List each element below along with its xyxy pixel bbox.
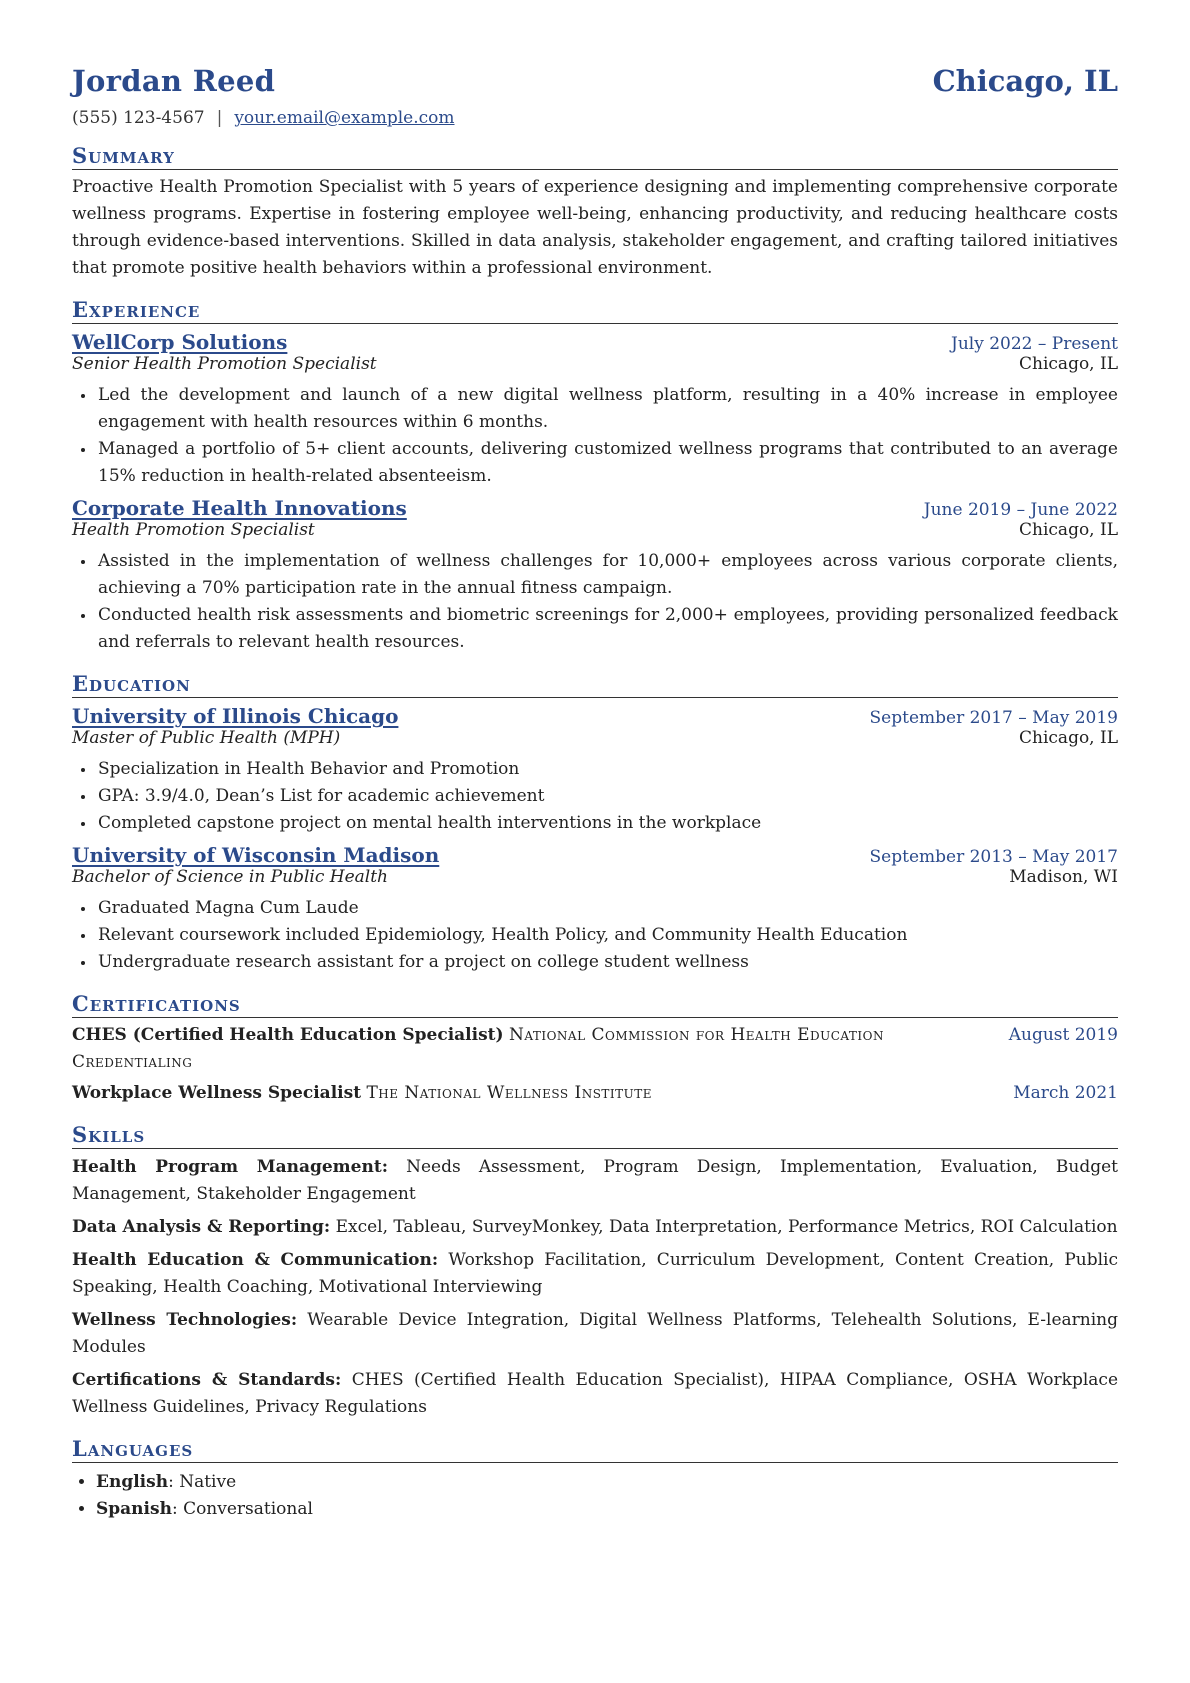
- language-name: Spanish: [96, 1499, 172, 1519]
- language-level: : Conversational: [171, 1499, 313, 1519]
- skill-group-label: Health Education & Communication:: [72, 1250, 439, 1270]
- certification-details: [72, 1080, 1013, 1107]
- experience-bullet: • Managed a portfolio of 5+ client accounts, delivering customized wellness programs that contributed to an average 15% reduction in health-related absenteeism.: [96, 436, 1118, 490]
- education-bullets: [72, 756, 1118, 837]
- resume-header: [72, 64, 1118, 100]
- skill-group-values: Excel, Tableau, SurveyMonkey, Data Interpretation, Performance Metrics, ROI Calculation: [335, 1217, 1118, 1237]
- education-dates: September 2013 – May 2017: [869, 847, 1118, 867]
- candidate-name: Jordan Reed: [72, 64, 276, 98]
- education-bullets: [72, 895, 1118, 976]
- skill-group-label: Wellness Technologies:: [72, 1310, 298, 1330]
- skill-group: [72, 1214, 1118, 1241]
- section-title-languages: Languages: [72, 1437, 1118, 1463]
- employment-dates: June 2019 – June 2022: [923, 500, 1118, 520]
- education-entry-header: [72, 704, 1118, 728]
- job-title: Health Promotion Specialist: [72, 520, 315, 540]
- education-entry-subheader: [72, 728, 1118, 748]
- education-entry-subheader: [72, 867, 1118, 887]
- language-name: English: [96, 1472, 169, 1492]
- experience-entry-header: [72, 496, 1118, 520]
- skill-group-label: Health Program Management:: [72, 1157, 388, 1177]
- experience-entry-subheader: [72, 520, 1118, 540]
- skill-group-values: Needs Assessment, Program Design, Implementation, Evaluation, Budget Management, Stakeholder Engagement: [72, 1157, 1118, 1204]
- school-link[interactable]: University of Illinois Chicago: [72, 704, 399, 728]
- skill-group-label: Certifications & Standards:: [72, 1370, 342, 1390]
- phone-number: (555) 123-4567: [72, 108, 205, 128]
- section-title-skills: Skills: [72, 1123, 1118, 1149]
- job-location: Chicago, IL: [1019, 520, 1118, 540]
- employer-link[interactable]: Corporate Health Innovations: [72, 496, 407, 520]
- experience-entry: [72, 496, 1118, 656]
- skill-group-values: Workshop Facilitation, Curriculum Development, Content Creation, Public Speaking, Health Coaching, Motivational Interviewing: [72, 1250, 1119, 1297]
- section-title-summary: Summary: [72, 144, 1118, 170]
- education-entry: [72, 843, 1118, 976]
- education-bullet: • Completed capstone project on mental health interventions in the workplace: [96, 810, 1118, 837]
- skill-group-values: Wearable Device Integration, Digital Wellness Platforms, Telehealth Solutions, E-learning Modules: [72, 1310, 1118, 1357]
- skill-group: [72, 1247, 1118, 1301]
- school-location: Madison, WI: [1009, 867, 1118, 887]
- experience-bullet: • Assisted in the implementation of wellness challenges for 10,000+ employees across various corporate clients, achieving a 70% participation rate in the annual fitness campaign.: [96, 548, 1118, 602]
- contact-line: [72, 108, 1118, 128]
- experience-bullet: • Led the development and launch of a new digital wellness platform, resulting in a 40% increase in employee engagement with health resources within 6 months.: [96, 382, 1118, 436]
- section-title-experience: Experience: [72, 298, 1118, 324]
- certification-name: CHES (Certified Health Education Specialist): [72, 1025, 504, 1045]
- certification-item: [72, 1022, 1118, 1076]
- certification-date: March 2021: [1013, 1083, 1118, 1103]
- job-location: Chicago, IL: [1019, 354, 1118, 374]
- certification-issuer: The National Wellness Institute: [366, 1083, 653, 1103]
- degree: Master of Public Health (MPH): [72, 728, 341, 748]
- language-level: : Native: [168, 1472, 237, 1492]
- language-item: [96, 1469, 1118, 1496]
- experience-entry-subheader: [72, 354, 1118, 374]
- education-bullet: • Specialization in Health Behavior and Promotion: [96, 756, 1118, 783]
- degree: Bachelor of Science in Public Health: [72, 867, 388, 887]
- education-bullet: • Undergraduate research assistant for a project on college student wellness: [96, 949, 1118, 976]
- certification-item: [72, 1080, 1118, 1107]
- employer-link[interactable]: WellCorp Solutions: [72, 330, 288, 354]
- experience-bullets: [72, 548, 1118, 656]
- skill-group: [72, 1154, 1118, 1208]
- skill-group: [72, 1367, 1118, 1421]
- candidate-location: Chicago, IL: [932, 64, 1118, 98]
- experience-bullets: [72, 382, 1118, 490]
- education-dates: September 2017 – May 2019: [869, 708, 1118, 728]
- skill-group: [72, 1307, 1118, 1361]
- contact-separator: |: [216, 108, 223, 128]
- certification-issuer: National Commission for Health Education Credentialing: [72, 1025, 884, 1072]
- experience-entry: [72, 330, 1118, 490]
- section-title-certifications: Certifications: [72, 992, 1118, 1018]
- skill-group-label: Data Analysis & Reporting:: [72, 1217, 331, 1237]
- job-title: Senior Health Promotion Specialist: [72, 354, 377, 374]
- skill-group-values: CHES (Certified Health Education Specialist), HIPAA Compliance, OSHA Workplace Wellness Guidelines, Privacy Regulations: [72, 1370, 1119, 1417]
- school-link[interactable]: University of Wisconsin Madison: [72, 843, 440, 867]
- certification-details: [72, 1022, 1009, 1076]
- school-location: Chicago, IL: [1019, 728, 1118, 748]
- languages-list: [72, 1469, 1118, 1523]
- employment-dates: July 2022 – Present: [951, 334, 1118, 354]
- certification-date: August 2019: [1008, 1025, 1118, 1045]
- language-item: [96, 1496, 1118, 1523]
- education-entry-header: [72, 843, 1118, 867]
- summary-text: Proactive Health Promotion Specialist with 5 years of experience designing and implementing comprehensive corporate wellness programs. Expertise in fostering employee well-being, enhancing productivity, and reducing healthcare costs through evidence-based interventions. Skilled in data analysis, stakeholder engagement, and crafting tailored initiatives that promote positive health behaviors within a professional environment.: [72, 177, 1118, 278]
- certification-name: Workplace Wellness Specialist: [72, 1083, 362, 1103]
- education-bullet: • GPA: 3.9/4.0, Dean’s List for academic achievement: [96, 783, 1118, 810]
- experience-entry-header: [72, 330, 1118, 354]
- email-link[interactable]: your.email@example.com: [234, 108, 455, 128]
- experience-bullet: • Conducted health risk assessments and biometric screenings for 2,000+ employees, providing personalized feedback and referrals to relevant health resources.: [96, 602, 1118, 656]
- section-title-education: Education: [72, 672, 1118, 698]
- education-bullet: • Graduated Magna Cum Laude: [96, 895, 1118, 922]
- education-bullet: • Relevant coursework included Epidemiology, Health Policy, and Community Health Education: [96, 922, 1118, 949]
- education-entry: [72, 704, 1118, 837]
